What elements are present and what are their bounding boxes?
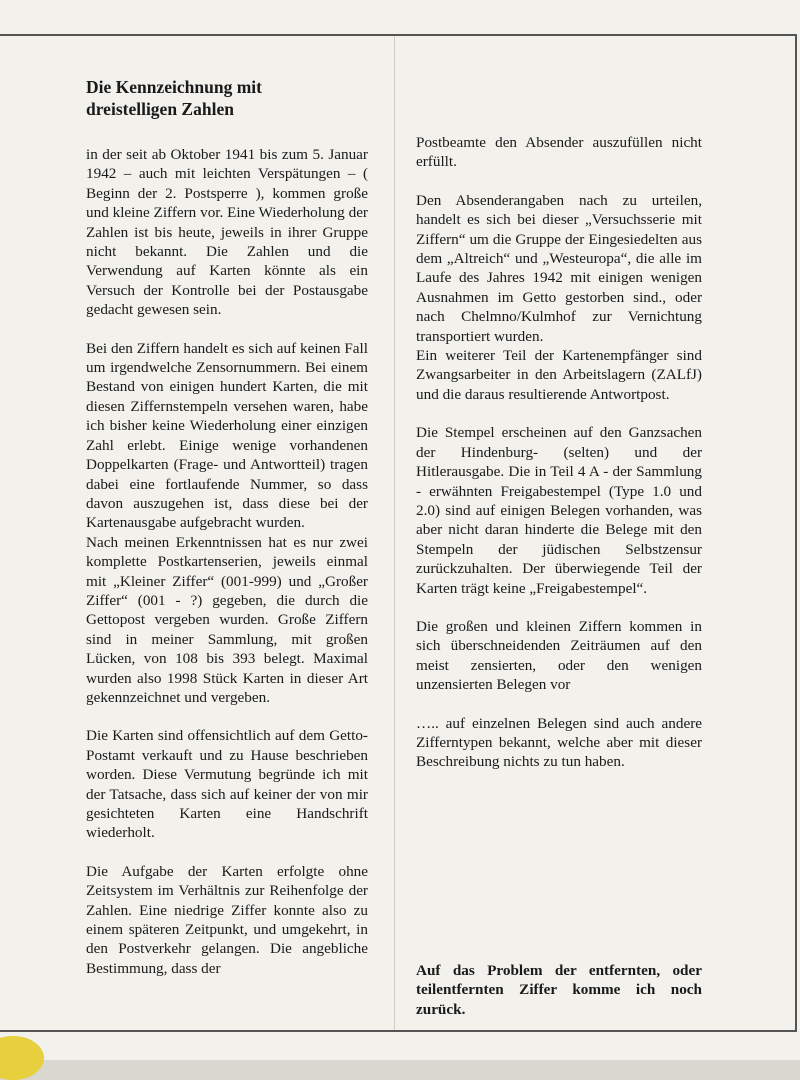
paragraph: Ein weiterer Teil der Kartenempfänger sind Zwangsarbeiter in den Arbeitslagern (ZALfJ) und die daraus resultierende Antwortpost. <box>416 347 702 403</box>
paragraph: Die großen und kleinen Ziffern kommen in sich überschneidenden Zeiträumen auf den meist zensierten, oder den wenigen unzensierten Belegen vor <box>416 617 702 694</box>
paragraph: Den Absenderangaben nach zu urteilen, handelt es sich bei dieser „Versuchsserie mit Ziffern“ um die Gruppe der Eingesiedelten aus dem „Altreich“ und „Westeuropa“, die alle im Laufe des Jahres 1942 mit einigen wenigen Ausnahmen im Getto gestorben sind., oder nach Chelmno/Kulmhof zur Vernichtung transportiert wurden. <box>416 191 702 345</box>
paragraph: Nach meinen Erkenntnissen hat es nur zwei komplette Postkartenserien, jeweils einmal mit „Kleiner Ziffer“ (001-999) und „Großer Ziffer“ (001 - ?) gegeben, die durch die Gettopost vergeben wurden. Große Ziffern sind in meiner Sammlung, mit großen Lücken, von 108 bis 393 belegt. Maximal wurden also 1998 Stück Karten in dieser Art gekennzeichnet und vergeben. <box>86 533 368 706</box>
paragraph: Die Aufgabe der Karten erfolgte ohne Zeitsystem im Verhältnis zur Reihenfolge der Zahlen. Eine niedrige Ziffer konnte also zu einem späteren Zeitpunkt, und umgekehrt, in den Postverkehr gelangen. Die angebliche Bestimmung, dass der <box>86 862 368 977</box>
left-column <box>86 145 368 997</box>
paragraph: in der seit ab Oktober 1941 bis zum 5. Januar 1942 – auch mit leichten Verspätungen – ( Beginn der 2. Postsperre ), kommen große und kleine Ziffern vor. Eine Wiederholung der Zahlen ist bis heute, jeweils in ihrer Gruppe nicht bekannt. Die Zahlen und die Verwendung auf Karten könnte als ein Versuch der Kontrolle bei der Postausgabe gedacht gewesen sein. <box>86 146 368 319</box>
yellow-sticker <box>0 1036 44 1080</box>
paragraph: Die Stempel erscheinen auf den Ganzsachen der Hindenburg- (selten) und der Hitlerausgabe. Die in Teil 4 A - der Sammlung - erwähnten Freigabestempel (Type 1.0 und 2.0) sind auf einigen Belegen vorhanden, was aber nicht daran hinderte die Belege mit den Stempeln der jüdischen Selbstzensur zurückzuhalten. Der überwiegende Teil der Karten trägt keine „Freigabestempel“. <box>416 424 702 597</box>
closing-note: Auf das Problem der entfernten, oder teilentfernten Ziffer komme ich noch zurück. <box>416 962 702 1018</box>
paragraph: Postbeamte den Absender auszufüllen nicht erfüllt. <box>416 134 702 171</box>
column-gutter <box>394 36 395 1030</box>
paragraph: ….. auf einzelnen Belegen sind auch andere Zifferntypen bekannt, welche aber mit dieser Beschreibung nichts zu tun haben. <box>416 714 702 771</box>
right-column <box>416 133 702 1018</box>
paragraph: Die Karten sind offensichtlich auf dem Getto-Postamt verkauft und zu Hause beschrieben worden. Diese Vermutung begründe ich mit der Tatsache, dass sich auf keiner der von mir gesichteten Karten eine Handschrift wiederholt. <box>86 727 368 842</box>
section-heading: Die Kennzeichnung mit dreistelligen Zahlen <box>86 77 262 119</box>
paragraph: Bei den Ziffern handelt es sich auf keinen Fall um irgendwelche Zensornummern. Bei einem Bestand von einigen hundert Karten, die mit diesen Ziffernstempeln versehen waren, habe ich bisher keine Wiederholung einer einzigen Zahl erlebt. Einige wenige vorhandenen Doppelkarten (Frage- und Antwortteil) tragen dabei eine fortlaufende Nummer, so dass davon auszugehen ist, dass diese bei der Kartenausgabe aufgebracht wurden. <box>86 339 368 532</box>
